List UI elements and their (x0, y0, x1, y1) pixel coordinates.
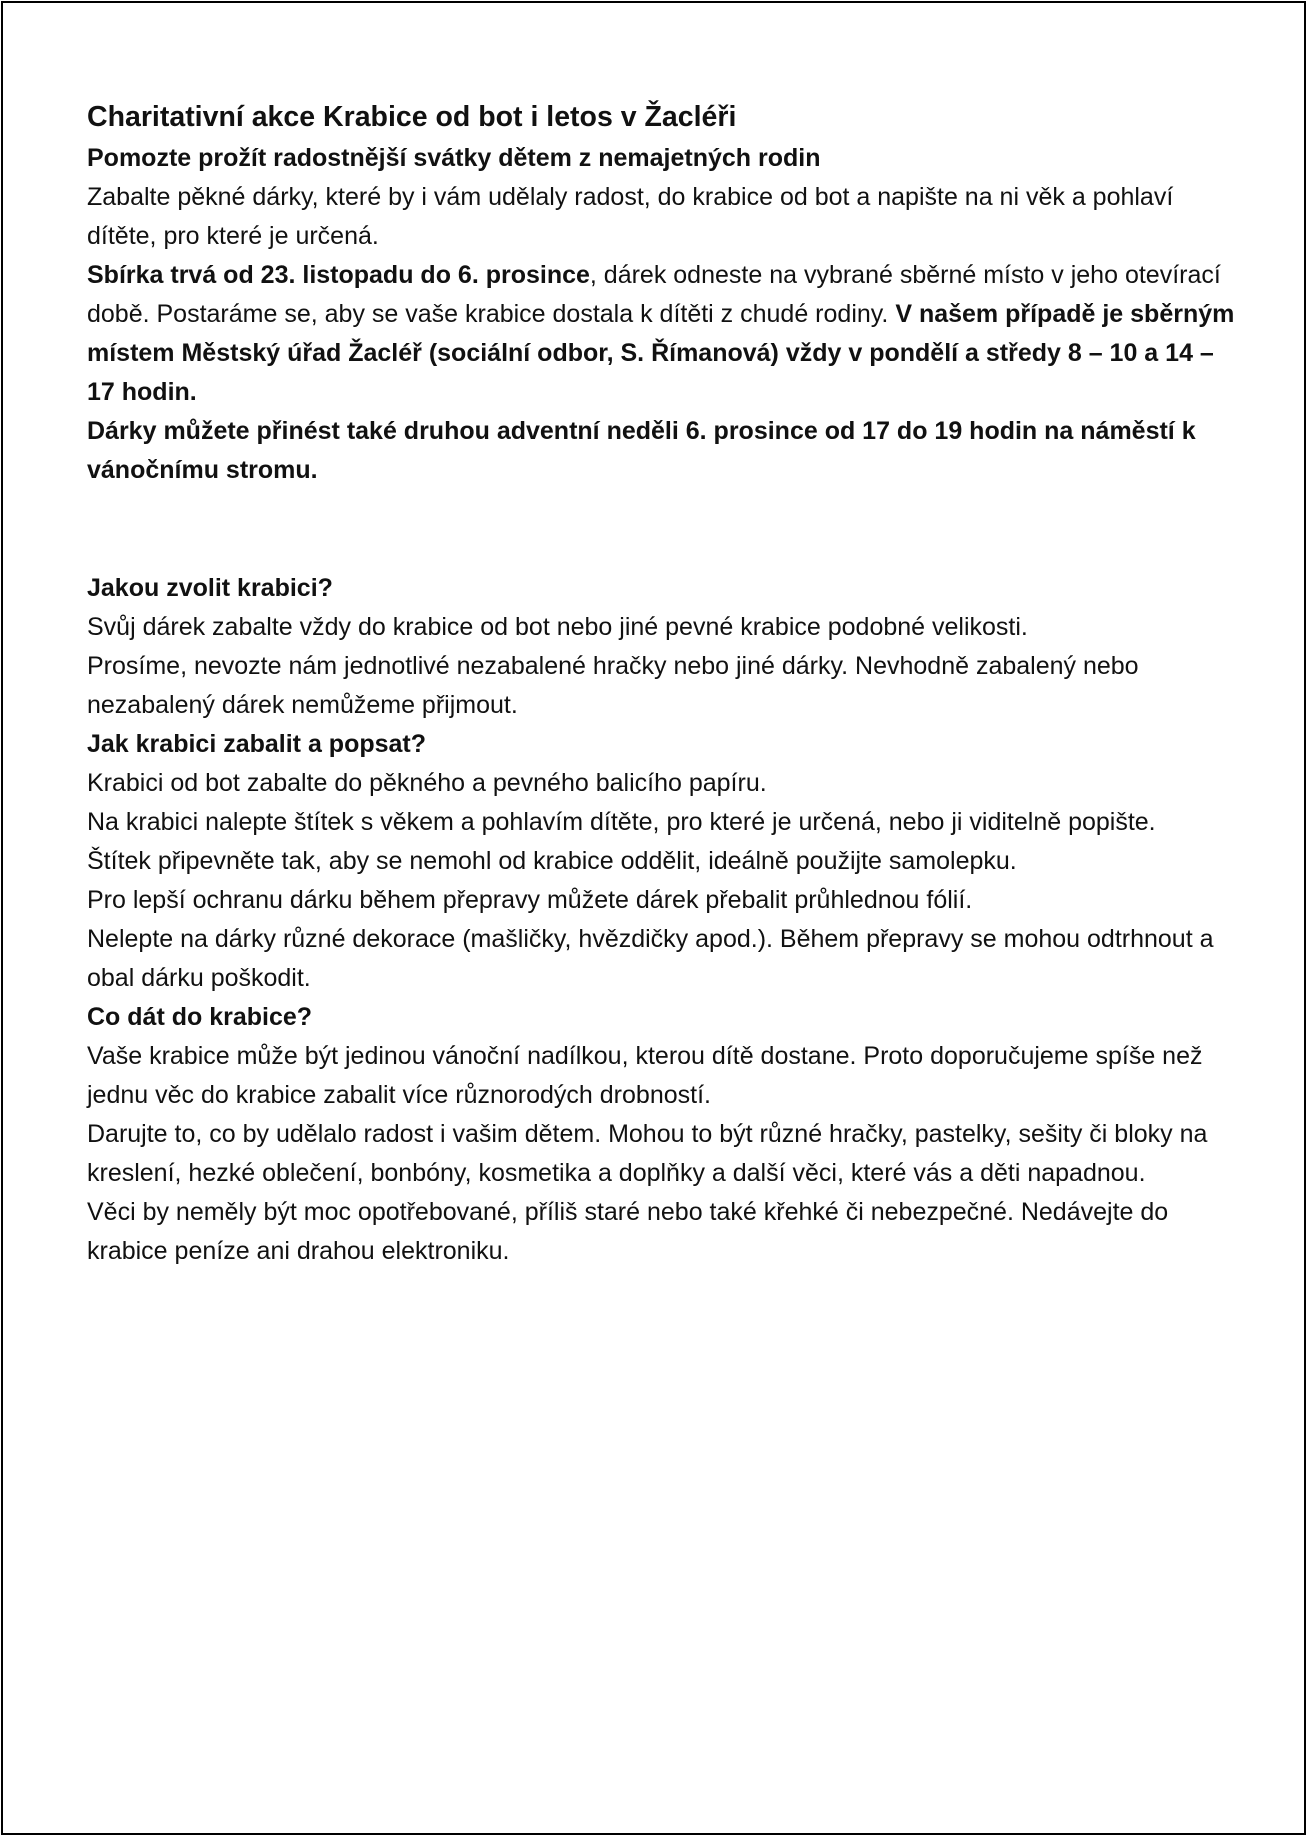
collection-place: V našem případě je sběrným místem Městský úřad Žacléř (sociální odbor, S. Římanová) vždy v pondělí a středy 8 – 10 a 14 – 17 hodin. (87, 300, 1235, 406)
section-heading-wrap: Jak krabici zabalit a popsat? (87, 730, 427, 758)
wrap-paragraph-4: Pro lepší ochranu dárku během přepravy můžete dárek přebalit průhlednou fólií. (87, 886, 973, 914)
collection-paragraph (87, 256, 1247, 412)
contents-paragraph-3: Věci by neměly být moc opotřebované, příliš staré nebo také křehké či nebezpečné. Nedávejte do krabice peníze ani drahou elektroniku. (87, 1198, 1169, 1265)
section-heading-box: Jakou zvolit krabici? (87, 574, 333, 602)
collection-dates: Sbírka trvá od 23. listopadu do 6. prosince (87, 261, 590, 289)
advent-note: Dárky můžete přinést také druhou adventní neděli 6. prosince od 17 do 19 hodin na náměstí k vánočnímu stromu. (87, 417, 1196, 484)
intro-paragraph: Zabalte pěkné dárky, které by i vám udělaly radost, do krabice od bot a napište na ni věk a pohlaví dítěte, pro které je určená. (87, 183, 1174, 250)
section-heading-contents: Co dát do krabice? (87, 1003, 313, 1031)
page-title: Charitativní akce Krabice od bot i letos v Žacléři (87, 101, 737, 133)
wrap-paragraph-1: Krabici od bot zabalte do pěkného a pevného balicího papíru. (87, 769, 767, 797)
contents-paragraph-1: Vaše krabice může být jedinou vánoční nadílkou, kterou dítě dostane. Proto doporučujeme spíše než jednu věc do krabice zabalit více různorodých drobností. (87, 1042, 1203, 1109)
collection-text: , dárek odneste na vybrané sběrné místo v jeho otevírací době. Postaráme se, aby se vaše krabice dostala k dítěti z chudé rodiny. (87, 261, 1221, 328)
wrap-paragraph-3: Štítek připevněte tak, aby se nemohl od krabice oddělit, ideálně použijte samolepku. (87, 847, 1017, 875)
contents-paragraph-2: Darujte to, co by udělalo radost i vašim dětem. Mohou to být různé hračky, pastelky, sešity či bloky na kreslení, hezké oblečení, bonbóny, kosmetika a doplňky a další věci, které vás a děti napadnou. (87, 1120, 1208, 1187)
box-paragraph-2: Prosíme, nevozte nám jednotlivé nezabalené hračky nebo jiné dárky. Nevhodně zabalený nebo nezabalený dárek nemůžeme přijmout. (87, 652, 1139, 719)
wrap-paragraph-5: Nelepte na dárky různé dekorace (mašličky, hvězdičky apod.). Během přepravy se mohou odtrhnout a obal dárku poškodit. (87, 925, 1214, 992)
page-frame (1, 1, 1306, 1835)
page-subtitle: Pomozte prožít radostnější svátky dětem z nemajetných rodin (87, 144, 821, 172)
document-body (87, 95, 1247, 1271)
wrap-paragraph-2: Na krabici nalepte štítek s věkem a pohlavím dítěte, pro které je určená, nebo ji viditelně popište. (87, 808, 1156, 836)
box-paragraph-1: Svůj dárek zabalte vždy do krabice od bot nebo jiné pevné krabice podobné velikosti. (87, 613, 1028, 641)
